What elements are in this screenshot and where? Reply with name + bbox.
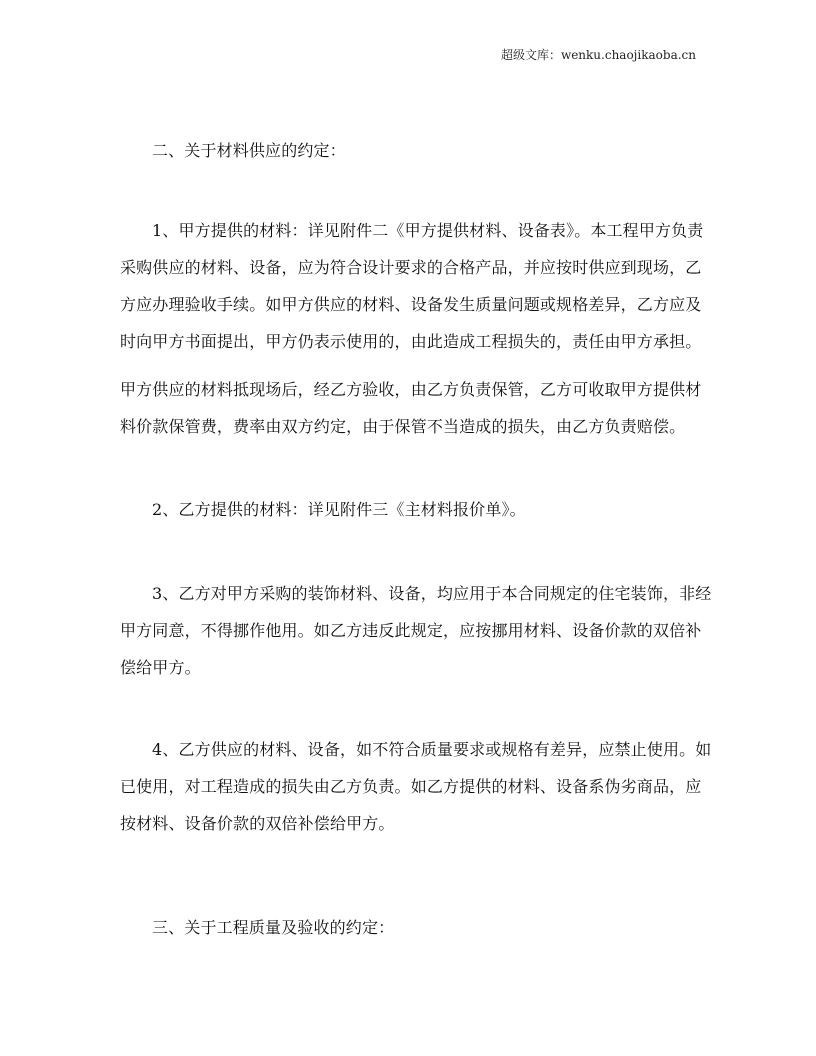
clause-line: 2、乙方提供的材料：详见附件三《主材料报价单》。 [152, 500, 526, 519]
clause-line: 采购供应的材料、设备，应为符合设计要求的合格产品，并应按时供应到现场，乙 [120, 258, 702, 277]
page-header-source: 超级文库：wenku.chaojikaoba.cn [500, 48, 696, 62]
clause-line: 1、甲方提供的材料：详见附件二《甲方提供材料、设备表》。本工程甲方负责 [152, 221, 704, 240]
clause-line: 已使用，对工程造成的损失由乙方负责。如乙方提供的材料、设备系伪劣商品，应 [120, 777, 702, 796]
clause-line: 甲方供应的材料抵现场后，经乙方验收，由乙方负责保管，乙方可收取甲方提供材 [120, 380, 702, 399]
clause-line: 4、乙方供应的材料、设备，如不符合质量要求或规格有差异，应禁止使用。如 [152, 740, 712, 759]
clause-line: 按材料、设备价款的双倍补偿给甲方。 [120, 814, 395, 833]
clause-line: 3、乙方对甲方采购的装饰材料、设备，均应用于本合同规定的住宅装饰，非经 [152, 584, 712, 603]
clause-line: 偿给甲方。 [120, 658, 201, 677]
section-heading-quality-acceptance: 三、关于工程质量及验收的约定： [152, 918, 395, 937]
section-heading-material-supply: 二、关于材料供应的约定： [152, 141, 346, 160]
clause-line: 料价款保管费，费率由双方约定，由于保管不当造成的损失，由乙方负责赔偿。 [120, 417, 686, 436]
clause-line: 甲方同意，不得挪作他用。如乙方违反此规定，应按挪用材料、设备价款的双倍补 [120, 621, 702, 640]
clause-line: 时向甲方书面提出，甲方仍表示使用的，由此造成工程损失的，责任由甲方承担。 [120, 332, 702, 351]
clause-line: 方应办理验收手续。如甲方供应的材料、设备发生质量问题或规格差异，乙方应及 [120, 295, 702, 314]
